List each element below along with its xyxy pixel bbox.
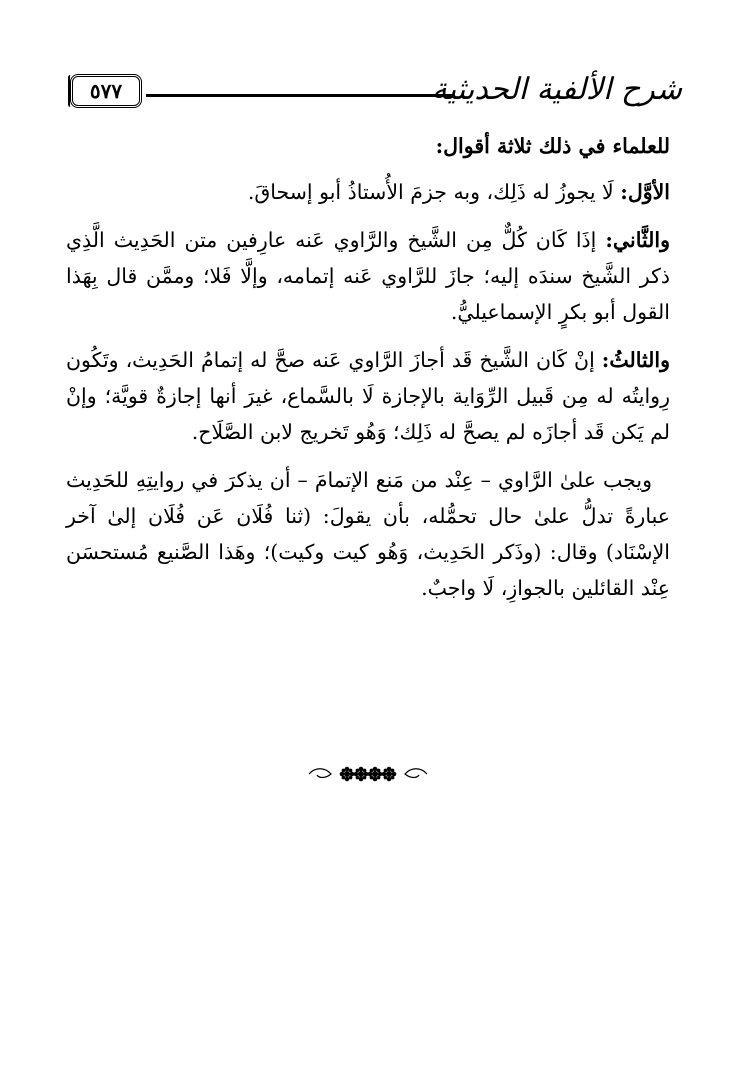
paragraph-label: الأوَّل: (620, 180, 670, 204)
paragraph-label: والثالثُ: (601, 348, 670, 372)
running-title: شرح الألفية الحديثية (431, 72, 682, 107)
page-number: ٥٧٧ (70, 74, 142, 108)
paragraph-third (66, 342, 670, 450)
paragraph-first (66, 174, 670, 210)
paragraph-text: لَا يجوزُ له ذَلِك، وبه جزمَ الأُستاذُ أبو إسحاقَ. (247, 180, 621, 204)
body-text (66, 128, 670, 618)
header-rule (146, 94, 454, 97)
paragraph-second (66, 222, 670, 330)
paragraph-text: إنْ كَان الشَّيخ قَد أجازَ الرَّاوي عَنه صحَّ له إتمامُ الحَدِيث، وتَكُون رِوايتُه له مِن قَبيل الرِّوَاية بالإجازة لَا بالسَّماع، غيرَ أنها إجازةٌ قويَّة؛ وإنْ لم يَكن قَد أجازَه لم يصحَّ له ذَلِك؛ وَهُو تَخريج لابن الصَّلَاح. (66, 348, 670, 444)
paragraph-closing: ويجب علىٰ الرَّاوي – عِنْد من مَنع الإتمامَ – أن يذكرَ في روايتِهِ للحَدِيث عبارةً تدلُّ علىٰ حال تحمُّله، بأن يقولَ: (ثنا فُلَان عَن فُلَان إلىٰ آخر الإسْنَاد) وقال: (وذَكر الحَدِيث، وَهُو كيت وكيت)؛ وهَذا الصَّنيع مُستحسَن عِنْد القائلين بالجوازِ، لَا واجبٌ. (66, 468, 670, 600)
intro-line: للعلماء في ذلك ثلاثة أقوال: (435, 134, 670, 158)
paragraph-label: والثَّاني: (605, 228, 670, 252)
section-end-ornament (0, 762, 736, 786)
paragraph-text: إذَا كَان كُلٌّ مِن الشَّيخ والرَّاوي عَنه عارِفين متن الحَدِيث الَّذِي ذكر الشَّيخ سندَه إليه؛ جازَ للرَّاوي عَنه إتمامه، وإلَّا فَلا؛ وممَّن قال بِهَذا القول أبو بكرٍ الإسماعيليُّ. (66, 228, 670, 324)
page-header (70, 70, 682, 114)
flower-ornament-icon (305, 763, 431, 785)
